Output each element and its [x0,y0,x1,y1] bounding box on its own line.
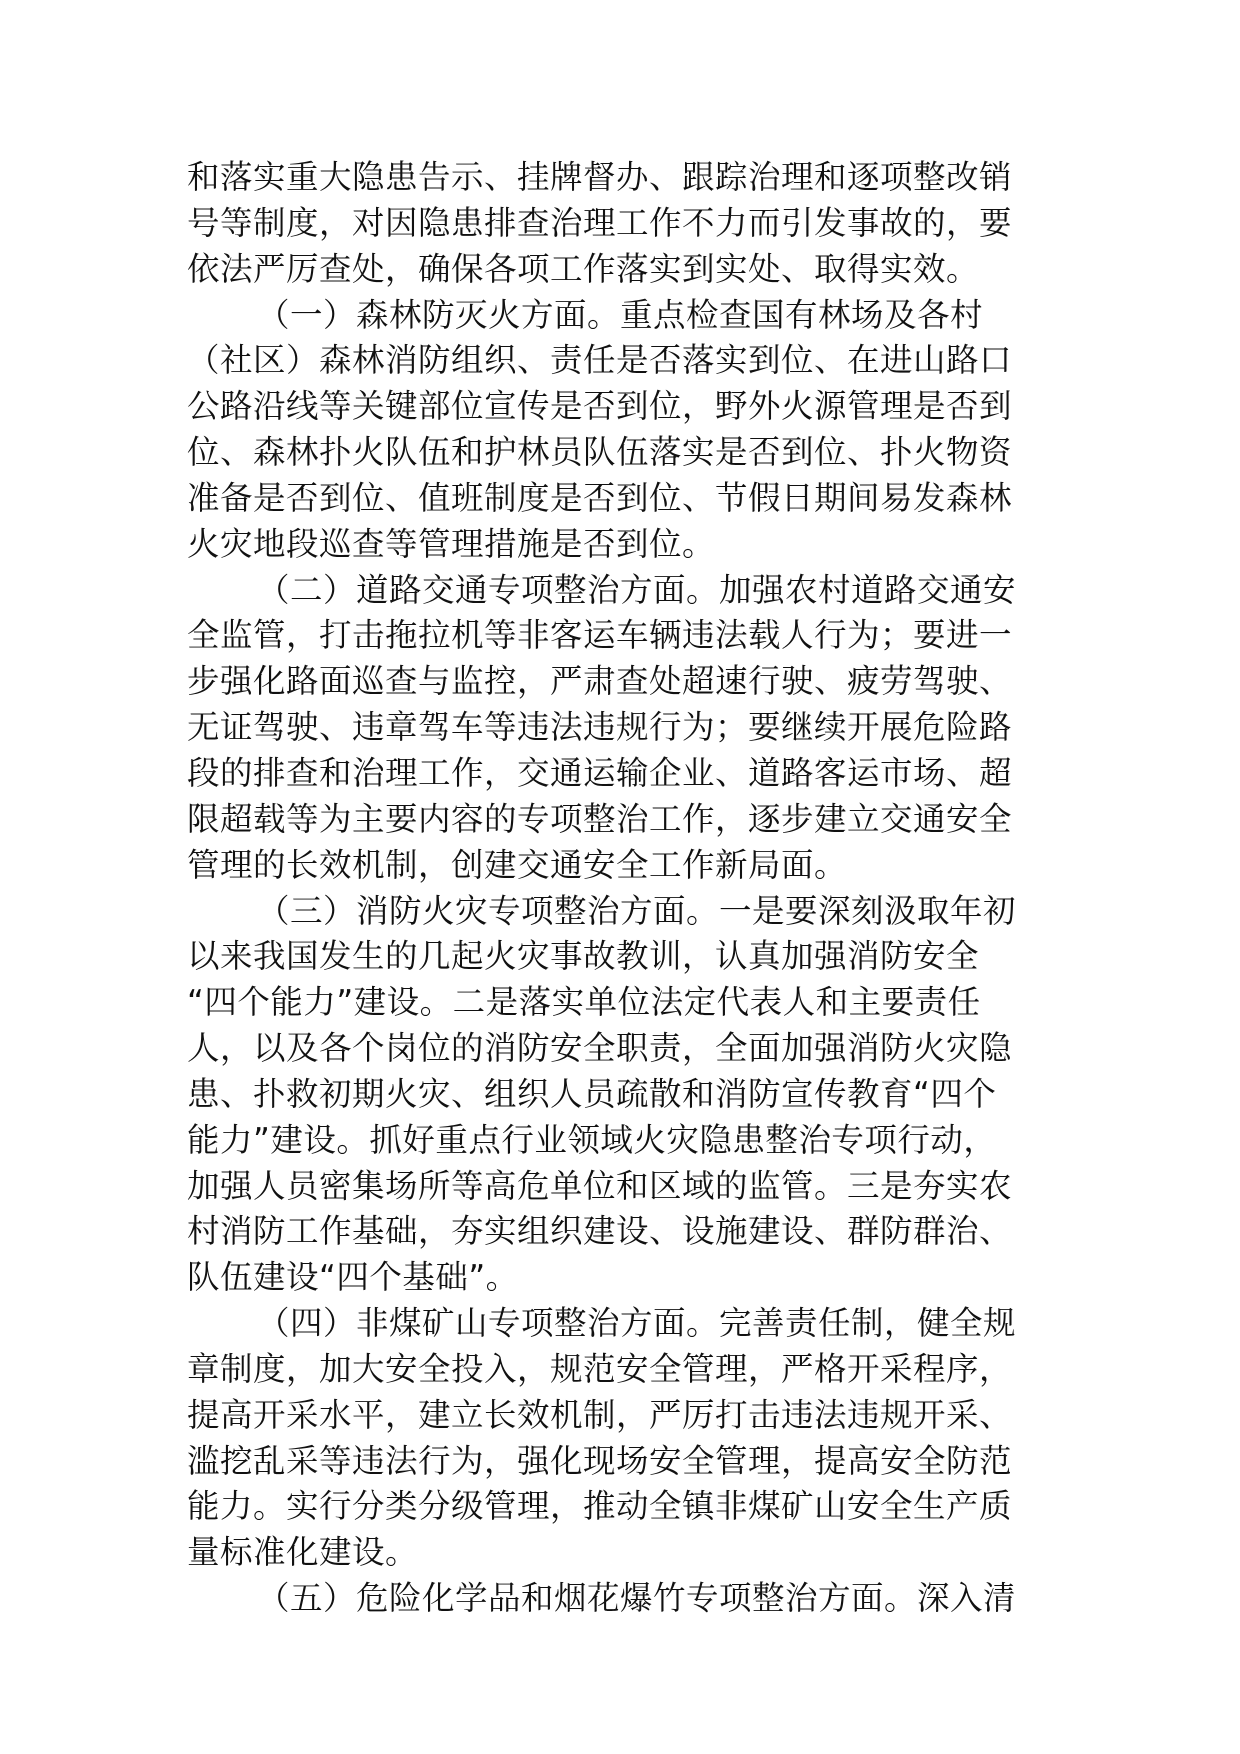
text-line: “四个能力”建设。二是落实单位法定代表人和主要责任 [187,983,981,1022]
text-line: 和落实重大隐患告示、挂牌督办、跟踪治理和逐项整改销 [187,158,1013,196]
text-line: 依法严厉查处，确保各项工作落实到实处、取得实效。 [187,249,980,288]
text-line: 位、森林扑火队伍和护林员队伍落实是否到位、扑火物资 [187,433,1013,472]
paragraph-first-line: （四）非煤矿山专项整治方面。完善责任制，健全规 [257,1304,1017,1343]
text-line: 能力”建设。抓好重点行业领域火灾隐患整治专项行动， [187,1120,997,1159]
text-line: （社区）森林消防组织、责任是否落实到位、在进山路口 [187,341,1013,380]
paragraph-first-line: （五）危险化学品和烟花爆竹专项整治方面。深入清 [257,1579,1017,1618]
text-line: 量标准化建设。 [187,1533,419,1572]
text-line: 全监管，打击拖拉机等非客运车辆违法载人行为；要进一 [187,616,1013,655]
text-line: 章制度，加大安全投入，规范安全管理，严格开采程序， [187,1349,1013,1388]
paragraph-first-line: （一）森林防灭火方面。重点检查国有林场及各村 [257,295,984,334]
text-line: 段的排查和治理工作，交通运输企业、道路客运市场、超 [187,753,1013,792]
text-line: 公路沿线等关键部位宣传是否到位，野外火源管理是否到 [187,387,1013,426]
text-line: 患、扑救初期火灾、组织人员疏散和消防宣传教育“四个 [187,1074,997,1113]
text-line: 管理的长效机制，创建交通安全工作新局面。 [187,845,848,884]
text-line: 准备是否到位、值班制度是否到位、节假日期间易发森林 [187,478,1013,517]
text-line: 号等制度，对因隐患排查治理工作不力而引发事故的，要 [187,203,1013,242]
text-line: 限超载等为主要内容的专项整治工作，逐步建立交通安全 [187,799,1013,838]
text-line: 提高开采水平，建立长效机制，严厉打击违法违规开采、 [187,1395,1013,1434]
document-page [187,155,1057,1622]
text-line: 滥挖乱采等违法行为，强化现场安全管理，提高安全防范 [187,1441,1013,1480]
document-body [187,155,1057,1622]
text-line: 火灾地段巡查等管理措施是否到位。 [187,524,716,563]
text-line: 能力。实行分类分级管理，推动全镇非煤矿山安全生产质 [187,1487,1013,1526]
text-line: 步强化路面巡查与监控，严肃查处超速行驶、疲劳驾驶、 [187,662,1013,701]
paragraph-first-line: （三）消防火灾专项整治方面。一是要深刻汲取年初 [257,891,1017,930]
paragraph-first-line: （二）道路交通专项整治方面。加强农村道路交通安 [257,570,1017,609]
text-line: 人，以及各个岗位的消防安全职责，全面加强消防火灾隐 [187,1029,1013,1068]
text-line: 队伍建设“四个基础”。 [187,1258,519,1297]
text-line: 以来我国发生的几起火灾事故教训，认真加强消防安全 [187,937,980,976]
text-line: 加强人员密集场所等高危单位和区域的监管。三是夯实农 [187,1166,1013,1205]
text-line: 无证驾驶、违章驾车等违法违规行为；要继续开展危险路 [187,708,1013,747]
text-line: 村消防工作基础，夯实组织建设、设施建设、群防群治、 [187,1212,1013,1251]
